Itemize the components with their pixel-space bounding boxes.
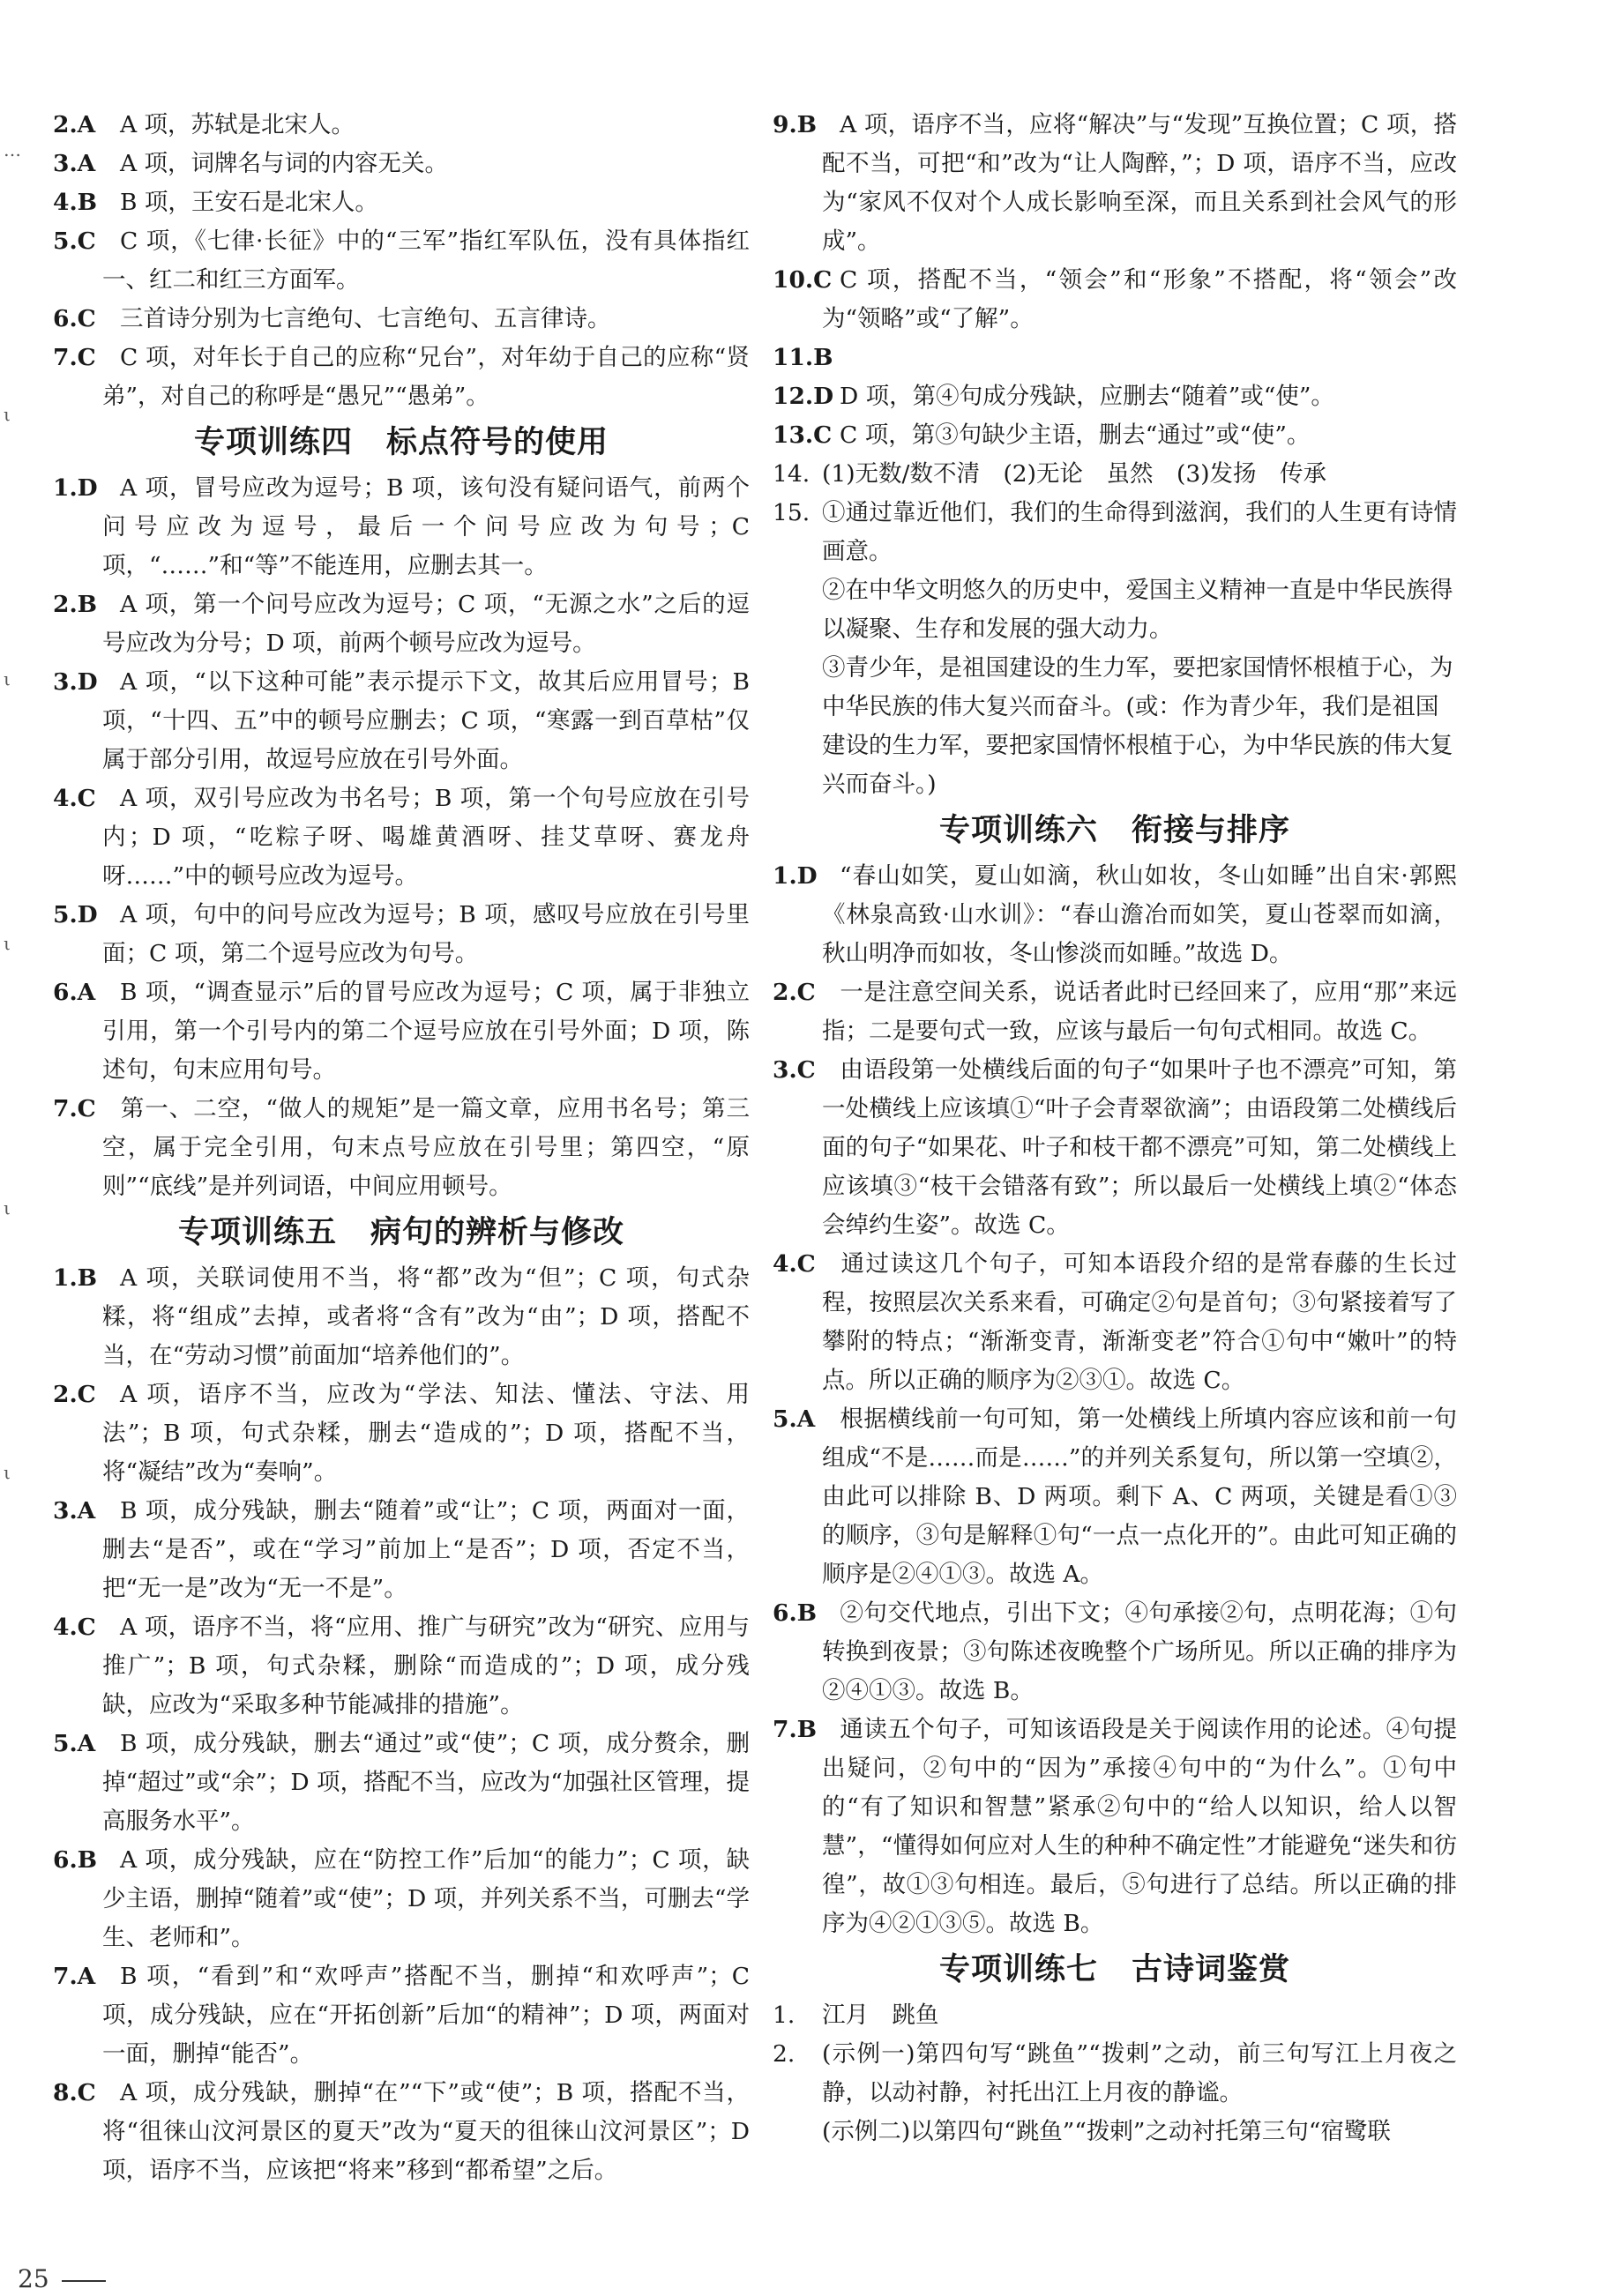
question-number [53, 779, 96, 818]
answer-key: A [77, 111, 96, 138]
answer-key: B [77, 591, 98, 618]
answer-text: 一是注意空间关系，说话者此时已经回来了，应用“那”来远指；二是要句式一致，应该与最后一句句式相同。故选 C。 [822, 979, 1457, 1045]
answer-text: A 项，语序不当，应改为“学法、知法、懂法、守法、用法”；B 项，句式杂糅，删去“造成的”；D 项，搭配不当，将“凝结”改为“奏响”。 [102, 1381, 750, 1486]
answer-text: D 项，第④句成分残缺，应删去“随着”或“使”。 [840, 383, 1334, 410]
answer-key: C [813, 421, 833, 449]
gutter-mark: ι [4, 1197, 11, 1219]
question-index: 4. [53, 189, 78, 216]
answer-item [53, 469, 750, 585]
question-number [773, 857, 818, 896]
answer-key: D [77, 901, 98, 928]
answer-item [53, 2074, 750, 2190]
answer-key: C [77, 2079, 96, 2106]
answer-key: B [77, 1846, 98, 1874]
question-index: 2. [53, 111, 78, 138]
question-index: 7. [773, 1716, 797, 1743]
answer-item [773, 377, 1457, 416]
answer-key: D [77, 474, 98, 502]
answer-text: A 项，冒号应改为逗号；B 项，该句没有疑问语气，前两个问号应改为逗号，最后一个问号应改为句号；C 项，“……”和“等”不能连用，应删去其一。 [102, 474, 750, 579]
answer-item [773, 973, 1457, 1051]
answer-key: C [77, 1095, 96, 1122]
question-number [53, 973, 95, 1012]
question-index: 4. [773, 1250, 797, 1278]
question-number [773, 494, 810, 533]
answer-text: C 项，《七律·长征》中的“三军”指红军队伍，没有具体指红一、红二和红三方面军。 [102, 227, 750, 294]
answer-key: B [813, 344, 833, 371]
answer-item [773, 1711, 1457, 1943]
section-heading [53, 416, 750, 469]
question-index: 9. [773, 111, 797, 138]
answer-item [773, 455, 1457, 494]
question-number [53, 183, 97, 222]
question-index: 6. [773, 1599, 797, 1627]
answer-text: A 项，成分残缺，应在“防控工作”后加“的能力”；C 项，缺少主语，删掉“随着”或“使”；D 项，并列关系不当，可删去“学生、老师和”。 [102, 1846, 750, 1951]
page-number: 25 [18, 2264, 49, 2293]
question-number [773, 1996, 795, 2035]
question-index: 2. [53, 591, 78, 618]
answer-key: C [77, 305, 96, 332]
answer-text: 第一、二空，“做人的规矩”是一篇文章，应用书名号；第三空，属于完全引用，句末点号应放在引号里；第四空，“原则”“底线”是并列词语，中间应用顿号。 [102, 1095, 750, 1200]
question-number [773, 1051, 816, 1090]
answer-text: 通过读这几个句子，可知本语段介绍的是常春藤的生长过程，按照层次关系来看，可确定②句是首句；③句紧接着写了攀附的特点；“渐渐变青，渐渐变老”符合①句中“嫩叶”的特点。所以正确的顺序为②③①。故选 C。 [822, 1250, 1457, 1394]
question-index: 12. [773, 383, 814, 410]
answer-key: A [77, 1497, 96, 1524]
answer-item [773, 339, 1457, 377]
answer-item [53, 779, 750, 896]
question-number [773, 2035, 795, 2074]
answer-key: C [77, 1381, 96, 1408]
answer-text: C 项，搭配不当，“领会”和“形象”不搭配，将“领会”改为“领略”或“了解”。 [822, 266, 1457, 332]
answer-item [53, 896, 750, 973]
answer-item [53, 585, 750, 663]
answer-text: 三首诗分别为七言绝句、七言绝句、五言律诗。 [120, 305, 611, 332]
section-title: 专项训练六 [938, 812, 1098, 848]
answer-item [53, 1090, 750, 1206]
answer-item [773, 1245, 1457, 1400]
answer-text: B 项，成分残缺，删去“随着”或“让”；C 项，两面对一面，删去“是否”，或在“学习”前加上“是否”；D 项，否定不当，把“无一是”改为“无一不是”。 [102, 1497, 750, 1602]
answer-key: A [77, 150, 96, 177]
answer-key: C [77, 1614, 96, 1641]
answer-text: 由语段第一处横线后面的句子“如果叶子也不漂亮”可知，第一处横线上应该填①“叶子会青翠欲滴”；由语段第二处横线后面的句子“如果花、叶子和枝干都不漂亮”可知，第二处横线上应该填③“枝干会错落有致”；所以最后一处横线上填②“体态会绰约生姿”。故选 C。 [822, 1056, 1457, 1239]
answer-text: C 项，对年长于自己的应称“兄台”，对年幼于自己的应称“贤弟”，对自己的称呼是“愚兄”“愚弟”。 [102, 344, 750, 410]
answer-item [53, 973, 750, 1090]
question-number [773, 261, 832, 300]
question-number [53, 1608, 96, 1647]
answer-text: A 项，关联词使用不当，将“都”改为“但”；C 项，句式杂糅，将“组成”去掉，或者将“含有”改为“由”；D 项，搭配不当，在“劳动习惯”前面加“培养他们的”。 [102, 1264, 750, 1369]
answer-item [773, 2035, 1457, 2113]
answer-key: B [77, 189, 98, 216]
question-number [53, 339, 96, 377]
question-index: 11. [773, 344, 814, 371]
question-index: 13. [773, 421, 814, 449]
answer-key: B [796, 111, 818, 138]
answer-text: A 项，词牌名与词的内容无关。 [120, 150, 449, 177]
answer-text: B 项，“调查显示”后的冒号应改为逗号；C 项，属于非独立引用，第一个引号内的第二个逗号应放在引号外面；D 项，陈述句，句末应用句号。 [102, 979, 750, 1084]
question-number [773, 1711, 817, 1749]
section-heading [773, 1943, 1457, 1996]
question-number [53, 1725, 95, 1763]
answer-text: A 项，“以下这种可能”表示提示下文，故其后应用冒号；B 项，“十四、五”中的顿号应删去；C 项，“寒露一到百草枯”仅属于部分引用，故逗号应放在引号外面。 [102, 668, 750, 773]
question-index: 2. [773, 2040, 796, 2068]
question-index: 10. [773, 266, 814, 294]
question-index: 4. [53, 785, 78, 812]
answer-text: ①通过靠近他们，我们的生命得到滋润，我们的人生更有诗情画意。 [822, 499, 1457, 565]
question-index: 15. [773, 499, 810, 526]
section-title: 专项训练七 [938, 1951, 1098, 1987]
answer-item [53, 1259, 750, 1375]
question-number [53, 145, 95, 183]
answer-item [773, 1051, 1457, 1245]
question-number [53, 1090, 96, 1129]
section-heading [53, 1206, 750, 1259]
answer-key: C [796, 979, 816, 1006]
answer-item [773, 416, 1457, 455]
question-index: 8. [53, 2079, 78, 2106]
answer-key: D [796, 862, 818, 890]
binding-gutter-marks [4, 132, 23, 1719]
answer-text: 江月 跳鱼 [822, 2002, 939, 2029]
question-index: 1. [53, 1264, 78, 1292]
answer-paragraph: ③青少年，是祖国建设的生力军，要把家国情怀根植于心，为中华民族的伟大复兴而奋斗。(或：作为青少年，我们是祖国建设的生力军，要把家国情怀根植于心，为中华民族的伟大复兴而奋斗。) [822, 654, 1453, 798]
answer-item [773, 1400, 1457, 1594]
question-index: 3. [53, 668, 78, 696]
answer-paragraph: ②在中华文明悠久的历史中，爱国主义精神一直是中华民族得以凝聚、生存和发展的强大动力。 [822, 577, 1453, 643]
gutter-mark: ι [4, 1462, 11, 1483]
answer-key: D [77, 668, 98, 696]
answer-text: ②句交代地点，引出下文；④句承接②句，点明花海；①句转换到夜景；③句陈述夜晚整个广场所见。所以正确的排序为②④①③。故选 B。 [822, 1599, 1457, 1704]
question-index: 2. [53, 1381, 78, 1408]
answer-key: A [77, 1730, 96, 1757]
question-index: 3. [773, 1056, 797, 1084]
answer-key: D [813, 383, 834, 410]
question-index: 3. [53, 150, 78, 177]
answer-text: A 项，句中的问号应改为逗号；B 项，感叹号应放在引号里面；C 项，第二个逗号应改为句号。 [102, 901, 750, 967]
question-index: 7. [53, 1963, 78, 1990]
answer-key: B [77, 1264, 98, 1292]
question-number [53, 469, 98, 508]
question-index: 5. [53, 227, 78, 255]
question-number [773, 339, 833, 377]
answer-item [53, 339, 750, 416]
question-index: 4. [53, 1614, 78, 1641]
answer-text: B 项，“看到”和“欢呼声”搭配不当，删掉“和欢呼声”；C 项，成分残缺，应在“开拓创新”后加“的精神”；D 项，两面对一面，删掉“能否”。 [102, 1963, 750, 2068]
question-index: 6. [53, 305, 78, 332]
question-number [773, 1245, 816, 1284]
section-title: 专项训练四 [193, 424, 353, 460]
question-number [53, 1259, 97, 1298]
question-index: 1. [773, 2002, 796, 2029]
question-number [53, 1492, 95, 1531]
answer-key: B [796, 1716, 818, 1743]
question-index: 14. [773, 460, 810, 488]
answer-text: 根据横线前一句可知，第一处横线上所填内容应该和前一句组成“不是……而是……”的并列关系复句，所以第一空填②，由此可以排除 B、D 两项。剩下 A、C 两项，关键是看①③的顺序，③句是解释①句“一点一点化开的”。由此可知正确的顺序是②④①③。故选 A。 [822, 1405, 1457, 1588]
answer-item [53, 106, 750, 145]
answer-text: A 项，第一个问号应改为逗号；C 项，“无源之水”之后的逗号应改为分号；D 项，前两个顿号应改为逗号。 [102, 591, 750, 657]
section-title: 专项训练五 [177, 1214, 337, 1250]
answer-key: A [796, 1405, 816, 1433]
answer-paragraph: (示例二)以第四句“跳鱼”“拨剌”之动衬托第三句“宿鹭联 [822, 2118, 1391, 2145]
question-number [773, 416, 832, 455]
answer-text: A 项，成分残缺，删掉“在”“下”或“使”；B 项，搭配不当，将“徂徕山汶河景区的夏天”改为“夏天的徂徕山汶河景区”；D 项，语序不当，应该把“将来”移到“都希望”之后。 [102, 2079, 750, 2184]
answer-key: C [77, 227, 96, 255]
gutter-mark: ι [4, 933, 11, 954]
answer-item [53, 145, 750, 183]
question-index: 6. [53, 1846, 78, 1874]
answer-text: A 项，语序不当，应将“解决”与“发现”互换位置；C 项，搭配不当，可把“和”改为“让人陶醉，”；D 项，语序不当，应改为“家风不仅对个人成长影响至深，而且关系到社会风气的形成”。 [822, 111, 1457, 255]
question-index: 1. [773, 862, 797, 890]
right-column [773, 106, 1457, 2151]
answer-item [53, 1725, 750, 1841]
gutter-mark: ι [4, 404, 11, 425]
section-subtitle: 衔接与排序 [1132, 812, 1291, 848]
answer-item [773, 106, 1457, 261]
answer-item [53, 1608, 750, 1725]
section-subtitle: 病句的辨析与修改 [370, 1214, 625, 1250]
question-index: 5. [53, 901, 78, 928]
answer-key: C [77, 785, 96, 812]
answer-text: B 项，王安石是北宋人。 [120, 189, 378, 216]
section-subtitle: 标点符号的使用 [386, 424, 609, 460]
question-number [53, 222, 96, 261]
question-index: 5. [773, 1405, 797, 1433]
question-number [773, 1400, 815, 1439]
question-number [53, 1375, 96, 1414]
answer-key: A [77, 1963, 96, 1990]
answer-text: A 项，双引号应改为书名号；B 项，第一个句号应放在引号内；D 项，“吃粽子呀、喝雄黄酒呀、挂艾草呀、赛龙舟呀……”中的顿号应改为逗号。 [102, 785, 750, 890]
question-number [773, 377, 833, 416]
answer-text: B 项，成分残缺，删去“通过”或“使”；C 项，成分赘余，删掉“超过”或“余”；D 项，搭配不当，应改为“加强社区管理，提高服务水平”。 [102, 1730, 750, 1835]
left-column [53, 106, 750, 2190]
question-index: 7. [53, 1095, 78, 1122]
answer-item [53, 1492, 750, 1608]
answer-key: C [796, 1056, 816, 1084]
answer-item [53, 1841, 750, 1957]
answer-text: (示例一)第四句写“跳鱼”“拨剌”之动，前三句写江上月夜之静，以动衬静，衬托出江上月夜的静谧。 [822, 2040, 1457, 2106]
question-number [53, 2074, 96, 2113]
question-number [53, 896, 98, 935]
answer-item [53, 183, 750, 222]
answer-key: B [796, 1599, 818, 1627]
question-number [53, 1957, 95, 1996]
answer-text: (1)无数/数不清 (2)无论 虽然 (3)发扬 传承 [822, 460, 1327, 488]
question-number [53, 106, 95, 145]
answer-item [53, 222, 750, 300]
question-number [773, 1594, 817, 1633]
footer-rule [62, 2280, 106, 2282]
question-number [53, 1841, 97, 1880]
question-index: 6. [53, 979, 78, 1006]
answer-item [773, 1594, 1457, 1711]
answer-text: “春山如笑，夏山如滴，秋山如妆，冬山如睡”出自宋·郭熙《林泉高致·山水训》：“春山澹冶而如笑，夏山苍翠而如滴，秋山明净而如妆，冬山惨淡而如睡。”故选 D。 [822, 862, 1457, 967]
answer-item [53, 663, 750, 779]
question-number [53, 585, 97, 624]
question-index: 2. [773, 979, 797, 1006]
answer-item [53, 1957, 750, 2074]
question-index: 3. [53, 1497, 78, 1524]
question-number [773, 106, 817, 145]
page-footer [18, 2264, 106, 2293]
answer-key: C [813, 266, 833, 294]
answer-text: 通读五个句子，可知该语段是关于阅读作用的论述。④句提出疑问，②句中的“因为”承接④句中的“为什么”。①句中的“有了知识和智慧”紧承②句中的“给人以知识，给人以智慧”，“懂得如何应对人生的种种不确定性”才能避免“迷失和彷徨”，故①③句相连。最后，⑤句进行了总结。所以正确的排序为④②①③⑤。故选 B。 [822, 1716, 1457, 1937]
answer-item [773, 857, 1457, 973]
question-number [773, 973, 816, 1012]
answer-item [773, 261, 1457, 339]
answer-item [773, 494, 1457, 571]
question-number [53, 663, 98, 702]
answer-text: A 项，语序不当，将“应用、推广与研究”改为“研究、应用与推广”；B 项，句式杂糅，删除“而造成的”；D 项，成分残缺，应改为“采取多种节能减排的措施”。 [102, 1614, 750, 1718]
question-index: 1. [53, 474, 78, 502]
question-index: 5. [53, 1730, 78, 1757]
answer-text: C 项，第③句缺少主语，删去“通过”或“使”。 [840, 421, 1311, 449]
gutter-mark: … [4, 139, 21, 160]
answer-key: A [77, 979, 96, 1006]
section-subtitle: 古诗词鉴赏 [1132, 1951, 1291, 1987]
question-number [773, 455, 810, 494]
gutter-mark: ι [4, 668, 11, 690]
answer-text: A 项，苏轼是北宋人。 [120, 111, 355, 138]
answer-key: C [77, 344, 96, 371]
answer-item [53, 1375, 750, 1492]
answer-item [53, 300, 750, 339]
answer-key: C [796, 1250, 816, 1278]
question-index: 7. [53, 344, 78, 371]
section-heading [773, 804, 1457, 857]
question-number [53, 300, 96, 339]
answer-item [773, 1996, 1457, 2035]
